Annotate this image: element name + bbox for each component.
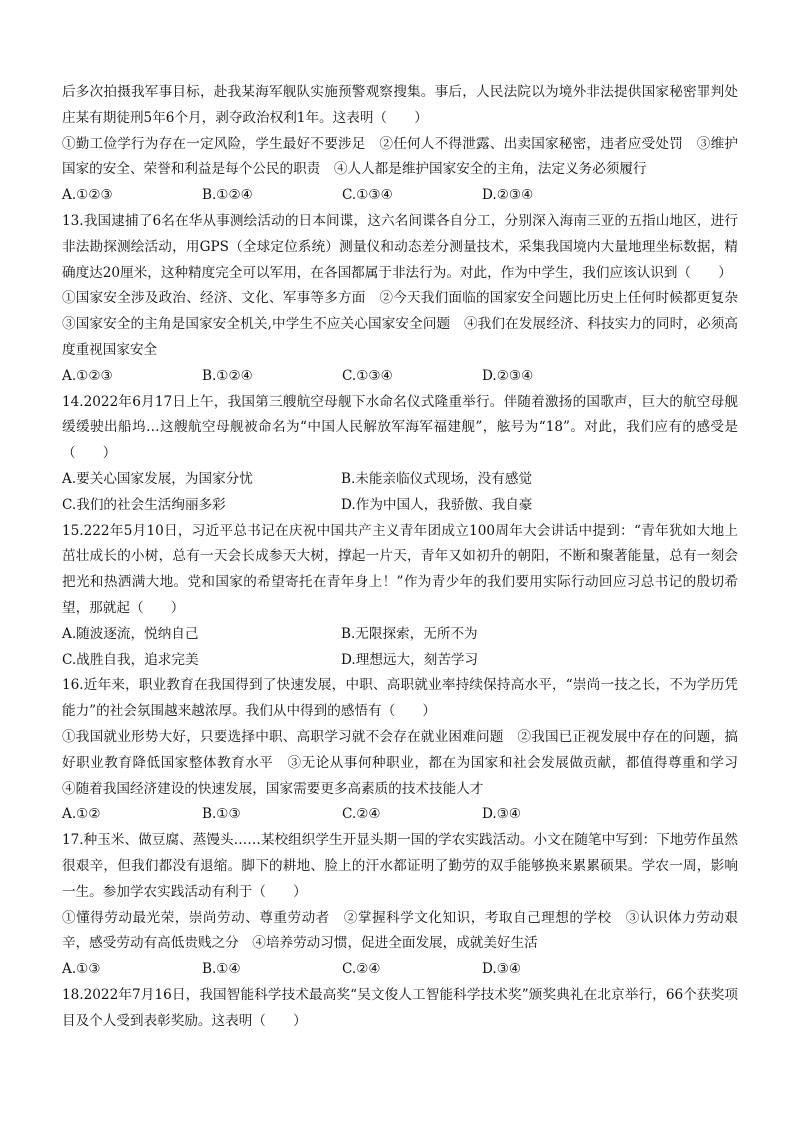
option-c: C.战胜自我，追求完美 xyxy=(62,651,199,668)
option-b: B.①②④ xyxy=(202,187,253,204)
option-c: C.我们的社会生活绚丽多彩 xyxy=(62,496,226,513)
options-row xyxy=(62,622,738,648)
option-a: A.①③ xyxy=(62,961,101,978)
question-stem: 18.2022年7月16日，我国智能科学技术最高奖“吴文俊人工智能科学技术奖”颁奖典礼在北京举行，66个获奖项目及个人受到表彰奖励。这表明（ ） xyxy=(62,986,738,1029)
question-stem: 17.种玉米、做豆腐、蒸馒头……某校组织学生开显头期一国的学农实践活动。小文在随笔中写到：下地劳作虽然很艰辛，但我们都没有退缩。脚下的耕地、脸上的汗水都证明了勤劳的双手能够换来累累硕果。学农一周，影响一生。参加学农实践活动有利于（ ） xyxy=(62,832,738,900)
option-a: A.随波逐流，悦纳自己 xyxy=(62,625,199,642)
question-statements: ①我国就业形势大好，只要选择中职、高职学习就不会存在就业困难问题 ②我国已正视发展中存在的问题，搞好职业教育降低国家整体教育水平 ③无论从事何种职业，都在为国家和社会发展做贡献，都值得尊重和学习 ④随着我国经济建设的快速发展，国家需要更多高素质的技术技能人才 xyxy=(62,728,752,797)
options-row xyxy=(62,802,738,828)
question-12 xyxy=(62,80,738,209)
question-statements: ①勤工俭学行为存在一定风险，学生最好不要涉足 ②任何人不得泄露、出卖国家秘密，违者应受处罚 ③维护国家的安全、荣誉和利益是每个公民的职责 ④人人都是维护国家安全的主角，法定义务必须履行 xyxy=(62,135,738,178)
option-d: D.理想远大，刻苦学习 xyxy=(341,651,479,668)
option-a: A.①②③ xyxy=(62,367,113,384)
option-d: D.作为中国人，我骄傲、我自豪 xyxy=(341,496,533,513)
question-stem: 14.2022年6月17日上午，我国第三艘航空母舰下水命名仪式隆重举行。伴随着激扬的国歌声，巨大的航空母舰缓缓驶出船坞…这艘航空母舰被命名为“中国人民解放军海军福建舰”，舷号为“18”。对此，我们应有的感受是（ ） xyxy=(62,393,738,462)
options-row xyxy=(62,493,738,519)
options-row xyxy=(62,648,738,674)
question-stem: 13.我国逮捕了6名在华从事测绘活动的日本间谍，这六名间谍各自分工，分别深入海南三亚的五指山地区，进行非法勘探测绘活动，用GPS（全球定位系统）测量仪和动态差分测量技术，采集我国境内大量地理坐标数据，精确度达20厘米，这种精度完全可以军用，在各国都属于非法行为。对此，作为中学生，我们应该认识到（ ） xyxy=(62,212,738,281)
question-statements: ①国家安全涉及政治、经济、文化、军事等多方面 ②今天我们面临的国家安全问题比历史上任何时候都更复杂 ③国家安全的主角是国家安全机关,中学生不应关心国家安全问题 ④我们在发展经济、科技实力的同时，必须高度重视国家安全 xyxy=(62,290,752,358)
option-c: C.②④ xyxy=(342,961,381,978)
option-c: C.①③④ xyxy=(342,187,393,204)
option-b: B.①④ xyxy=(202,961,241,978)
exam-page xyxy=(62,80,752,1034)
option-d: D.②③④ xyxy=(482,367,534,384)
option-b: B.①②④ xyxy=(202,367,253,384)
question-stem: 后多次拍摄我军事目标，赴我某海军舰队实施预警观察搜集。事后，人民法院以为境外非法提供国家秘密罪判处庄某有期徒刑5年6个月，剥夺政治权利1年。这表明（ ） xyxy=(62,84,738,126)
question-18 xyxy=(62,983,738,1035)
option-b: B.无限探索，无所不为 xyxy=(341,625,478,642)
question-17 xyxy=(62,828,738,983)
option-a: A.要关心国家发展，为国家分忧 xyxy=(62,470,253,487)
question-15 xyxy=(62,519,738,674)
question-stem: 16.近年来，职业教育在我国得到了快速发展，中职、高职就业率持续保持高水平，“崇尚一技之长，不为学历凭能力”的社会氛围越来越浓厚。我们从中得到的感悟有（ ） xyxy=(62,677,738,720)
option-c: C.①③④ xyxy=(342,367,393,384)
options-row xyxy=(62,467,738,493)
question-14 xyxy=(62,390,738,519)
question-stem: 15.222年5月10日，习近平总书记在庆祝中国共产主义青年团成立100周年大会讲话中提到：“青年犹如大地上茁壮成长的小树，总有一天会长成参天大树，撑起一片天，青年又如初升的朝阳，不断和聚著能量，总有一刻会把光和热洒满大地。党和国家的希望寄托在青年身上！”作为青少年的我们要用实际行动回应习总书记的殷切希望，那就起（ ） xyxy=(62,522,738,616)
option-d: D.②③④ xyxy=(482,187,534,204)
option-a: A.①②③ xyxy=(62,187,113,204)
options-row xyxy=(62,957,738,983)
options-row xyxy=(62,364,738,390)
option-b: B.未能亲临仪式现场，没有感觉 xyxy=(341,470,533,487)
question-13 xyxy=(62,209,752,390)
option-b: B.①③ xyxy=(202,806,241,823)
option-d: D.③④ xyxy=(482,806,522,823)
options-row xyxy=(62,183,738,209)
question-statements: ①懂得劳动最光荣，崇尚劳动、尊重劳动者 ②掌握科学文化知识，考取自己理想的学校 ③认识体力劳动艰辛，感受劳动有高低贵贱之分 ④培养劳动习惯，促进全面发展，成就美好生活 xyxy=(62,909,738,952)
question-16 xyxy=(62,673,752,828)
option-d: D.③④ xyxy=(482,961,522,978)
option-a: A.①② xyxy=(62,806,101,823)
option-c: C.②④ xyxy=(342,806,381,823)
